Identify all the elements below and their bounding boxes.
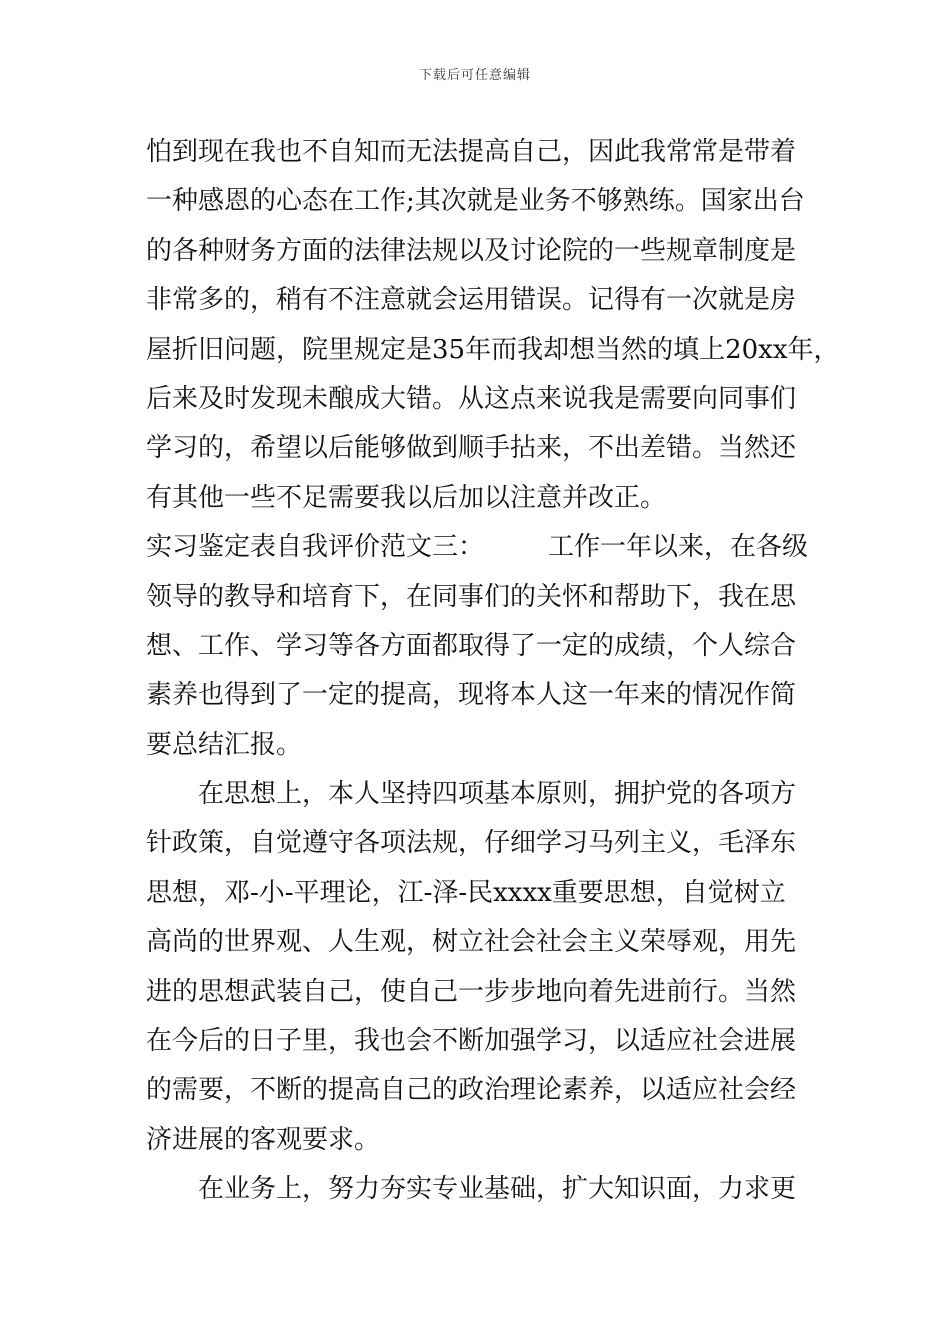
text-line: 思想，邓-小-平理论，江-泽-民xxxx重要思想，自觉树立 — [146, 877, 786, 908]
text-line: 的需要，不断的提高自己的政治理论素养，以适应社会经 — [146, 1075, 797, 1106]
text-line: 在今后的日子里，我也会不断加强学习，以适应社会进展 — [146, 1026, 797, 1057]
text-line: 学习的，希望以后能够做到顺手拈来，不出差错。当然还 — [146, 433, 797, 464]
paragraph-start-line: 在业务上，努力夯实专业基础，扩大知识面，力求更 — [198, 1174, 797, 1205]
text-line: 屋折旧问题，院里规定是35年而我却想当然的填上20xx年， — [146, 334, 840, 365]
text-line: 素养也得到了一定的提高，现将本人这一年来的情况作简 — [146, 680, 797, 711]
document-body — [146, 128, 840, 1215]
text-line: 的各种财务方面的法律法规以及讨论院的一些规章制度是 — [146, 235, 797, 266]
paragraph-start-line: 在思想上，本人坚持四项基本原则，拥护党的各项方 — [198, 779, 797, 810]
text-line: 进的思想武装自己，使自己一步步地向着先进前行。当然 — [146, 976, 797, 1007]
text-line: 想、工作、学习等各方面都取得了一定的成绩，个人综合 — [146, 630, 797, 661]
text-line: 领导的教导和培育下，在同事们的关怀和帮助下，我在思 — [146, 581, 797, 612]
text-line: 要总结汇报。 — [146, 729, 303, 760]
text-line: 一种感恩的心态在工作;其次就是业务不够熟练。国家出台 — [146, 186, 805, 217]
section-intro-text: 工作一年以来，在各级 — [548, 532, 809, 563]
text-line: 济进展的客观要求。 — [146, 1124, 381, 1155]
page-header: 下载后可任意编辑 — [418, 68, 531, 83]
text-line: 非常多的，稍有不注意就会运用错误。记得有一次就是房 — [146, 285, 797, 316]
text-line: 针政策，自觉遵守各项法规，仔细学习马列主义，毛泽东 — [146, 828, 797, 859]
text-line: 后来及时发现未酿成大错。从这点来说我是需要向同事们 — [146, 383, 797, 414]
text-line: 高尚的世界观、人生观，树立社会社会主义荣辱观，用先 — [146, 927, 797, 958]
section-heading: 实习鉴定表自我评价范文三： — [146, 532, 485, 563]
text-line: 有其他一些不足需要我以后加以注意并改正。 — [146, 482, 667, 513]
text-line: 怕到现在我也不自知而无法提高自己，因此我常常是带着 — [146, 137, 797, 167]
section-heading-line — [146, 523, 816, 572]
